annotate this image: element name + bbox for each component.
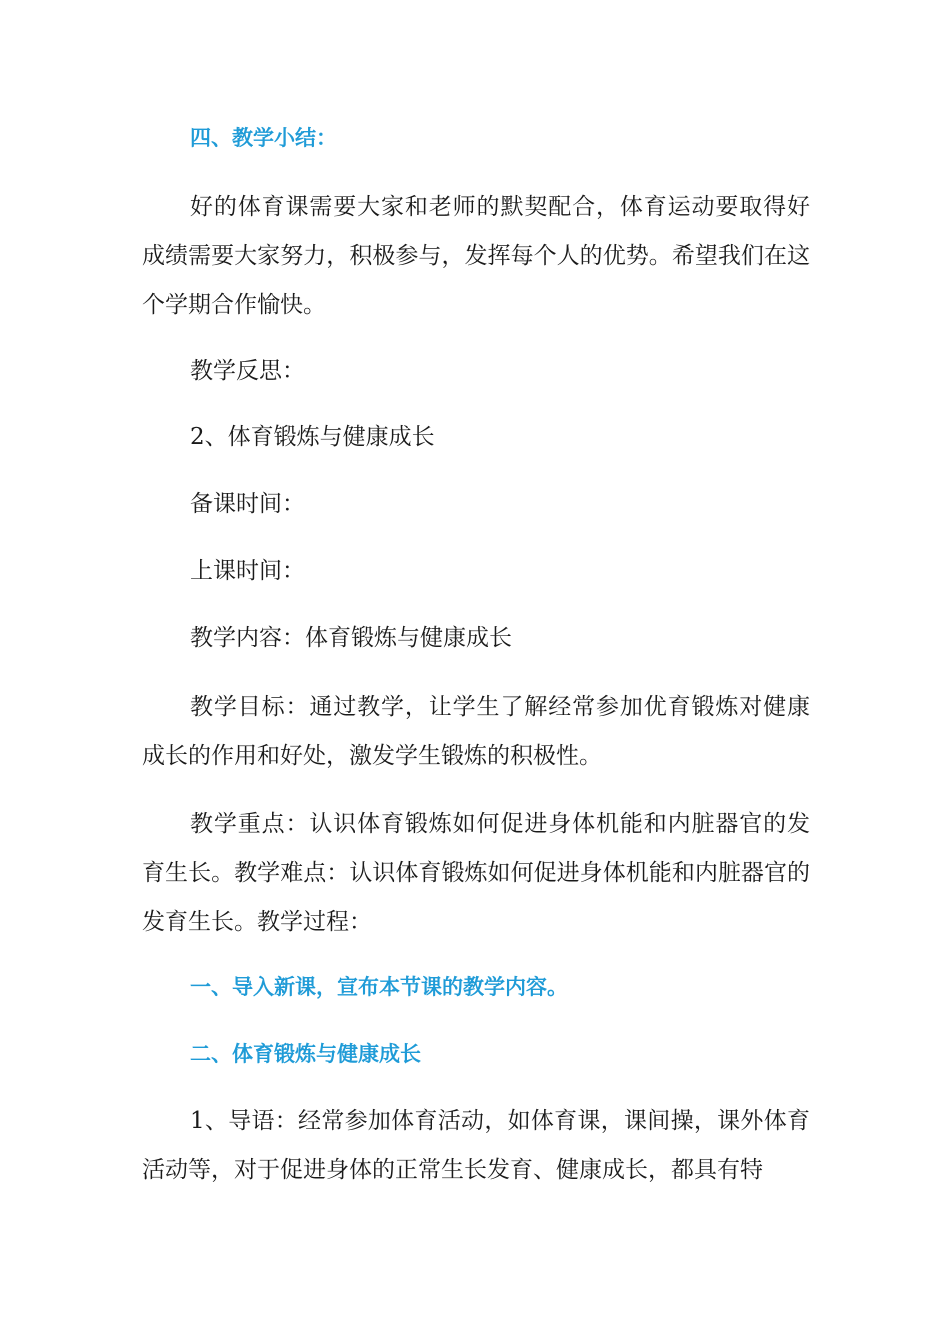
goal-paragraph: 教学目标：通过教学，让学生了解经常参加优育锻炼对健康成长的作用和好处，激发学生锻炼的积极性。	[142, 694, 810, 769]
key-points-paragraph: 教学重点：认识体育锻炼如何促进身体机能和内脏器官的发育生长。教学难点：认识体育锻炼如何促进身体机能和内脏器官的发育生长。教学过程：	[142, 811, 810, 935]
lesson-title: 2、体育锻炼与健康成长	[190, 424, 435, 450]
content-line: 教学内容：体育锻炼与健康成长	[190, 625, 512, 651]
summary-paragraph: 好的体育课需要大家和老师的默契配合，体育运动要取得好成绩需要大家努力，积极参与，发挥每个人的优势。希望我们在这个学期合作愉快。	[142, 194, 810, 318]
reflection-label: 教学反思：	[190, 358, 305, 384]
class-time-label: 上课时间：	[190, 558, 305, 584]
section-heading-exercise: 二、体育锻炼与健康成长	[190, 1042, 421, 1066]
section-heading-intro: 一、导入新课，宣布本节课的教学内容。	[190, 975, 568, 999]
prep-time-label: 备课时间：	[190, 491, 305, 517]
section-heading-summary: 四、教学小结：	[190, 126, 337, 150]
intro-paragraph: 1、导语：经常参加体育活动，如体育课，课间操，课外体育活动等，对于促进身体的正常生长发育、健康成长，都具有特	[142, 1108, 810, 1183]
